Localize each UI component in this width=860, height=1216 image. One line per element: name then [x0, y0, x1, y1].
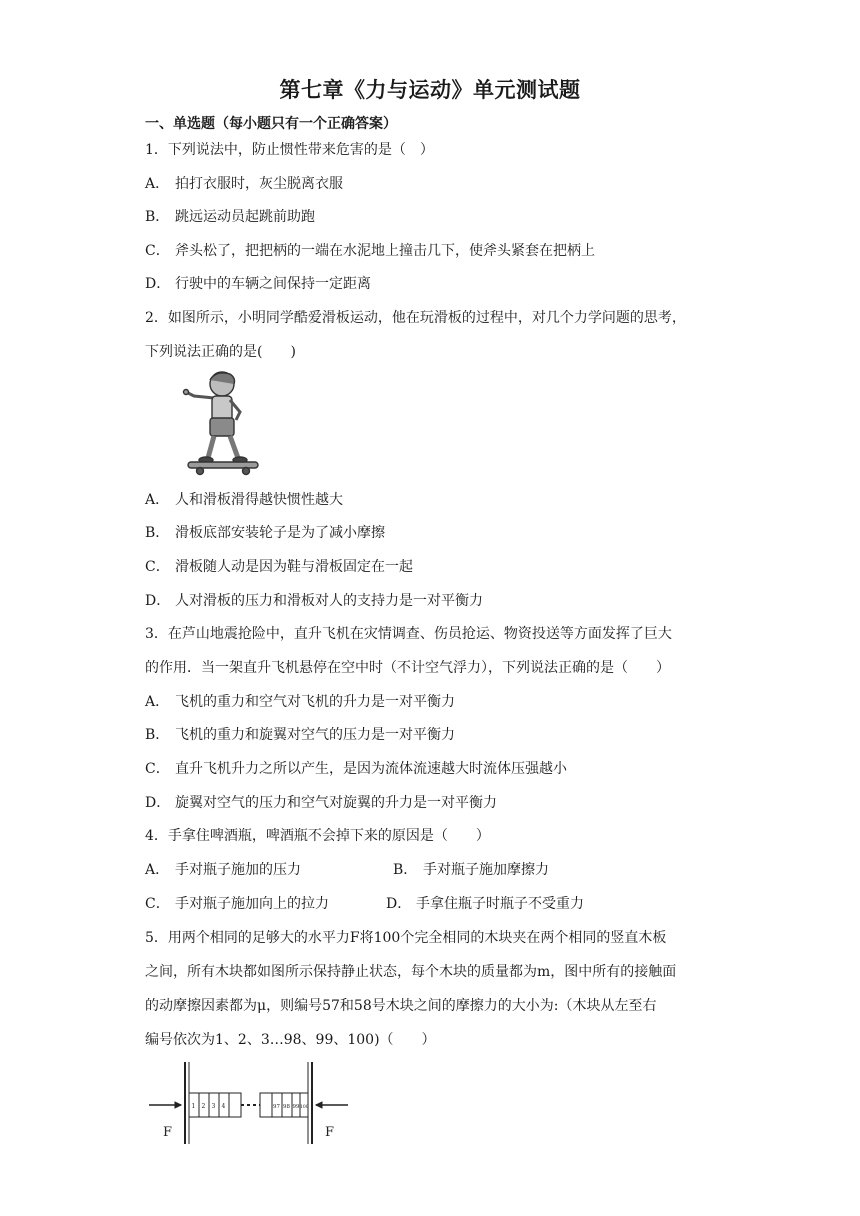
force-label-right: F: [325, 1125, 335, 1140]
q3-option-d: [145, 793, 497, 813]
option-letter: D．: [386, 896, 412, 912]
q5-stem-line2: 之间，所有木块都如图所示保持静止状态，每个木块的质量都为m，图中所有的接触面: [145, 964, 677, 980]
option-letter: C．: [145, 559, 170, 575]
option-text: 拍打衣服时，灰尘脱离衣服: [175, 176, 343, 192]
option-letter: B．: [145, 727, 170, 743]
q3-stem-line1: 3．在芦山地震抢险中，直升飞机在灾情调查、伤员抢运、物资投送等方面发挥了巨大: [145, 626, 672, 642]
option-letter: B．: [393, 862, 418, 878]
option-text: 飞机的重力和旋翼对空气的压力是一对平衡力: [175, 727, 455, 743]
option-text: 飞机的重力和空气对飞机的升力是一对平衡力: [175, 694, 455, 710]
option-letter: D．: [145, 276, 171, 292]
option-letter: D．: [145, 795, 171, 811]
q4-stem: 4．手拿住啤酒瓶，啤酒瓶不会掉下来的原因是（ ）: [145, 828, 490, 844]
q2-option-d: [145, 591, 483, 611]
option-text: 跳远运动员起跳前助跑: [175, 209, 315, 225]
page-title: 第七章《力与运动》单元测试题: [279, 78, 581, 102]
q4-option-d: [386, 894, 584, 914]
option-text: 滑板底部安装轮子是为了减小摩擦: [175, 525, 385, 541]
q2-option-a: [145, 490, 343, 510]
q3-stem-line2: 的作用．当一架直升飞机悬停在空中时（不计空气浮力），下列说法正确的是（ ）: [145, 660, 670, 676]
q3-option-c: [145, 759, 567, 779]
block-label: 1: [191, 1103, 196, 1110]
option-text: 旋翼对空气的压力和空气对旋翼的升力是一对平衡力: [175, 795, 497, 811]
q5-stem-line1: 5．用两个相同的足够大的水平力F将100个完全相同的木块夹在两个相同的竖直木板: [145, 930, 667, 946]
force-label-left: F: [163, 1125, 173, 1140]
option-text: 斧头松了，把把柄的一端在水泥地上撞击几下，使斧头紧套在把柄上: [175, 243, 595, 259]
q5-stem-line4: 编号依次为1、2、3…98、99、100)（ ）: [145, 1032, 436, 1048]
q3-option-b: [145, 725, 455, 745]
option-text: 手对瓶子施加向上的拉力: [175, 896, 329, 912]
block-label: 2: [201, 1103, 206, 1110]
option-text: 手拿住瓶子时瓶子不受重力: [416, 896, 584, 912]
option-text: 滑板随人动是因为鞋与滑板固定在一起: [175, 559, 413, 575]
option-letter: A．: [145, 862, 170, 878]
block-label: 97: [273, 1104, 280, 1110]
option-letter: D．: [145, 593, 171, 609]
option-letter: C．: [145, 243, 170, 259]
option-text: 手对瓶子施加的压力: [175, 862, 301, 878]
option-text: 手对瓶子施加摩擦力: [423, 862, 549, 878]
block-label: 4: [221, 1103, 226, 1110]
block-label: 3: [211, 1103, 216, 1110]
q5-stem-line3: 的动摩擦因素都为μ，则编号57和58号木块之间的摩擦力的大小为:（木块从左至右: [145, 998, 657, 1014]
q2-stem-line1: 2．如图所示，小明同学酷爱滑板运动，他在玩滑板的过程中，对几个力学问题的思考，: [145, 310, 686, 326]
q2-option-b: [145, 523, 385, 543]
q4-option-a: [145, 860, 301, 880]
option-letter: A．: [145, 694, 170, 710]
q1-option-d: [145, 274, 371, 294]
q1-option-a: [145, 174, 343, 194]
q2-stem-line2: 下列说法正确的是( ): [145, 344, 296, 360]
section-heading: 一、单选题（每小题只有一个正确答案）: [145, 116, 397, 132]
option-letter: B．: [145, 525, 170, 541]
option-text: 人对滑板的压力和滑板对人的支持力是一对平衡力: [175, 593, 483, 609]
option-letter: A．: [145, 176, 170, 192]
q1-option-b: [145, 207, 315, 227]
option-text: 行驶中的车辆之间保持一定距离: [175, 276, 371, 292]
q4-option-c: [145, 894, 329, 914]
option-letter: A．: [145, 492, 170, 508]
q4-option-b: [393, 860, 549, 880]
option-letter: C．: [145, 896, 170, 912]
option-text: 人和滑板滑得越快惯性越大: [175, 492, 343, 508]
blocks-between-boards-figure: [145, 1060, 355, 1146]
q1-option-c: [145, 241, 595, 261]
skateboarder-illustration: [180, 368, 262, 478]
option-letter: C．: [145, 761, 170, 777]
q3-option-a: [145, 692, 455, 712]
block-label: 99: [292, 1104, 300, 1110]
option-text: 直升飞机升力之所以产生，是因为流体流速越大时流体压强越小: [175, 761, 567, 777]
q2-option-c: [145, 557, 413, 577]
block-label: 98: [283, 1104, 290, 1110]
option-letter: B．: [145, 209, 170, 225]
q1-stem: 1．下列说法中，防止惯性带来危害的是（ ）: [145, 142, 434, 158]
block-label: 100: [300, 1105, 309, 1110]
